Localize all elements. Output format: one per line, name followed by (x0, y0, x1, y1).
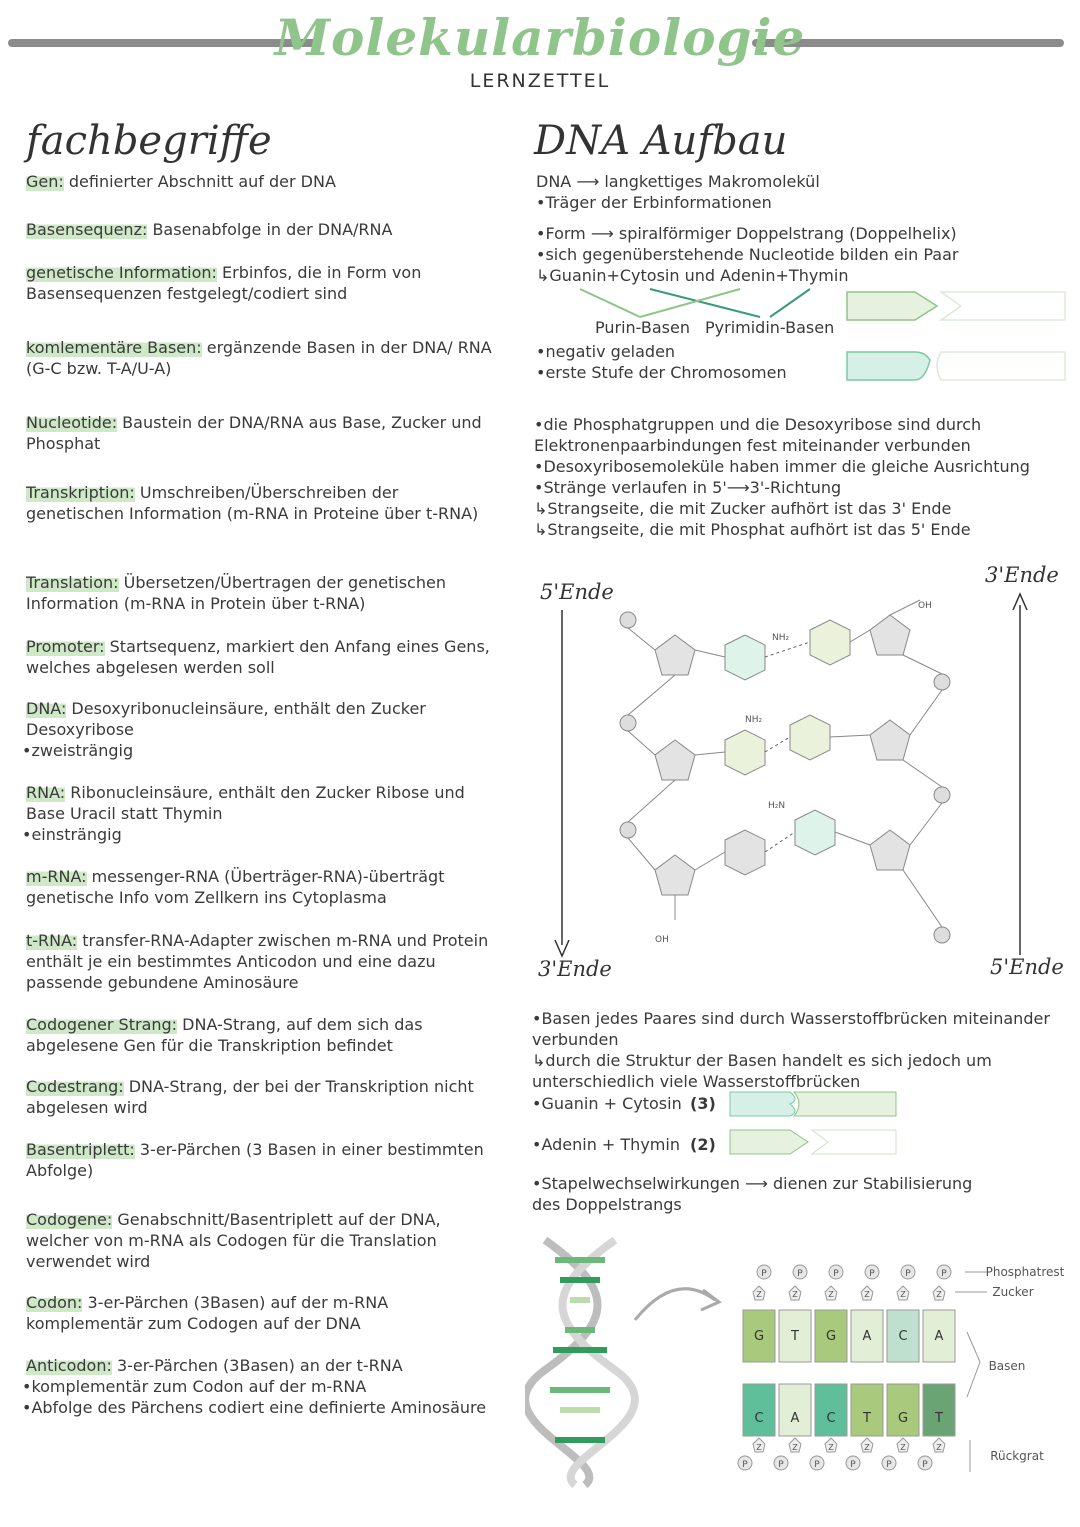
term-entry (26, 219, 501, 240)
phosphate-node (934, 927, 950, 943)
term-definition: ergänzende Basen in der DNA/ RNA (G-C bzw. T-A/U-A) (26, 338, 492, 378)
phosphate-letter: P (905, 1269, 911, 1279)
term-definition: transfer-RNA-Adapter zwischen m-RNA und Protein enthält je ein bestimmtes Anticodon und eine dazu passende gebundene Aminosäure (26, 931, 489, 992)
charge-line: •erste Stufe der Chromosomen (536, 363, 787, 382)
term-definition: definierter Abschnitt auf der DNA (63, 172, 336, 191)
charge-line: •negativ geladen (536, 342, 676, 361)
term-definition: 3-er-Pärchen (3 Basen in einer bestimmten Abfolge) (26, 1140, 484, 1180)
term-definition: DNA-Strang, auf dem sich das abgelesene Gen für die Transkription befindet (26, 1015, 423, 1055)
label-oh: OH (918, 601, 932, 611)
end-label-bottom-left: 3'Ende (538, 957, 612, 981)
bond-line: ↳Strangseite, die mit Zucker aufhört ist das 3' Ende (534, 499, 952, 518)
term-name: Gen: (26, 172, 64, 191)
sugar-letter: Z (936, 1290, 942, 1299)
base-ring (725, 730, 765, 775)
term-entry (26, 1292, 501, 1334)
pair-shape-icons (728, 1090, 900, 1162)
top-base-letter: A (862, 1329, 872, 1344)
term-entry (26, 482, 501, 524)
phosphate-letter: P (850, 1460, 856, 1470)
term-extra: •komplementär zum Codon auf der m-RNA •Abfolge des Pärchens codiert eine definierte Aminosäure (22, 1377, 487, 1417)
sugar-letter: Z (864, 1443, 870, 1452)
hydrogen-line: •Basen jedes Paares sind durch Wasserstoffbrücken miteinander verbunden (532, 1009, 1050, 1049)
bottom-base-block (887, 1384, 919, 1436)
term-name: komlementäre Basen: (26, 338, 202, 357)
page-title: Molekularbiologie (274, 8, 806, 67)
term-definition: Erbinfos, die in Form von Basensequenzen festgelegt/codiert sind (26, 263, 422, 303)
term-definition: Ribonucleinsäure, enthält den Zucker Ribose und Base Uracil statt Thymin (26, 783, 465, 823)
term-definition: Startsequenz, markiert den Anfang eines Gens, welches abgelesen werden soll (26, 637, 490, 677)
term-entry (26, 262, 501, 304)
sugar-ring (870, 830, 910, 870)
term-entry (26, 1076, 501, 1118)
bottom-base-block (779, 1384, 811, 1436)
term-name: genetische Information: (26, 263, 217, 282)
term-entry (26, 866, 501, 908)
term-entry (22, 698, 501, 761)
term-entry (26, 412, 501, 454)
phosphate-letter: P (797, 1269, 803, 1279)
term-name: Codogene: (26, 1210, 113, 1229)
term-definition: DNA-Strang, der bei der Transkription nicht abgelesen wird (26, 1077, 474, 1117)
term-entry (22, 782, 501, 845)
term-definition: Genabschnitt/Basentriplett auf der DNA, welcher von m-RNA als Codogen für die Translation verwendet wird (26, 1210, 441, 1271)
term-extra: •einsträngig (22, 825, 122, 844)
term-definition: Basenabfolge in der DNA/RNA (147, 220, 393, 239)
base-ring (725, 635, 765, 680)
term-name: Promoter: (26, 637, 105, 656)
term-name: Codogener Strang: (26, 1015, 178, 1034)
term-definition: Desoxyribonucleinsäure, enthält den Zucker Desoxyribose (26, 699, 426, 739)
sugar-ring (655, 635, 695, 675)
term-entry (26, 572, 501, 614)
bond-line: ↳Strangseite, die mit Phosphat aufhört ist das 5' Ende (534, 520, 971, 539)
pair-at-label: •Adenin + Thymin (532, 1135, 680, 1154)
term-extra: •zweisträngig (22, 741, 134, 760)
term-name: Anticodon: (26, 1356, 112, 1375)
bond-line: •Desoxyribosemoleküle haben immer die gleiche Ausrichtung (534, 457, 1030, 476)
legend-brace (967, 1332, 980, 1397)
top-base-letter: A (934, 1329, 944, 1344)
term-entry (22, 1355, 501, 1418)
intro-block (536, 171, 1076, 286)
charge-block (536, 341, 787, 383)
sugar-letter: Z (900, 1290, 906, 1299)
phosphate-node (620, 612, 636, 628)
sugar-letter: Z (756, 1290, 762, 1299)
term-name: Translation: (26, 573, 119, 592)
hydrogen-block (532, 1008, 1052, 1092)
bottom-base-letter: A (790, 1411, 800, 1426)
sugar-letter: Z (864, 1290, 870, 1299)
bottom-base-block (743, 1384, 775, 1436)
intro-line: •Träger der Erbinformationen (536, 193, 772, 212)
legend-zucker: Zucker (992, 1285, 1034, 1299)
sugar-ring (655, 855, 695, 895)
intro-line: ↳Guanin+Cytosin und Adenin+Thymin (536, 266, 849, 285)
bottom-base-letter: T (935, 1411, 943, 1426)
sugar-letter: Z (900, 1443, 906, 1452)
base-ring (810, 620, 850, 665)
sugar-letter: Z (828, 1443, 834, 1452)
term-definition: Umschreiben/Überschreiben der genetischen Information (m-RNA in Proteine über t-RNA) (26, 483, 479, 523)
label-h2n: H₂N (768, 801, 786, 811)
bottom-base-block (923, 1384, 955, 1436)
term-name: Basentriplett: (26, 1140, 135, 1159)
top-base-letter: G (825, 1329, 837, 1344)
left-heading: fachbegriffe (26, 118, 272, 164)
bottom-base-letter: T (863, 1411, 871, 1426)
label-nh2: NH₂ (772, 633, 790, 643)
end-label-top-left: 5'Ende (540, 580, 614, 604)
term-entry (26, 930, 501, 993)
sugar-ring (870, 615, 910, 655)
sugar-letter: Z (756, 1443, 762, 1452)
term-definition: messenger-RNA (Überträger-RNA)-überträgt genetische Info vom Zellkern ins Cytoplasma (26, 867, 445, 907)
sugar-letter: Z (792, 1443, 798, 1452)
phosphate-letter: P (742, 1460, 748, 1470)
term-definition: Baustein der DNA/RNA aus Base, Zucker und Phosphat (26, 413, 482, 453)
term-definition: 3-er-Pärchen (3Basen) auf der m-RNA komplementär zum Codogen auf der DNA (26, 1293, 389, 1333)
sugar-letter: Z (828, 1290, 834, 1299)
phosphate-node (620, 715, 636, 731)
purine-label: Purin-Basen (595, 318, 690, 337)
label-nh2: NH₂ (745, 715, 763, 725)
top-base-letter: T (791, 1329, 799, 1344)
term-entry (26, 337, 501, 379)
phosphate-letter: P (761, 1269, 767, 1279)
base-pair-shapes (845, 290, 1070, 385)
term-name: RNA: (26, 783, 66, 802)
term-entry (26, 1139, 501, 1181)
term-definition: Übersetzen/Übertragen der genetischen Information (m-RNA in Protein über t-RNA) (26, 573, 446, 613)
pair-gc-count: (3) (690, 1094, 716, 1113)
phosphate-letter: P (922, 1460, 928, 1470)
bottom-base-block (851, 1384, 883, 1436)
base-ring (725, 830, 765, 875)
intro-line: •sich gegenüberstehende Nucleotide bilden ein Paar (536, 245, 959, 264)
pair-at-count: (2) (690, 1135, 716, 1154)
phosphate-letter: P (833, 1269, 839, 1279)
legend-basen: Basen (988, 1359, 1026, 1373)
dna-structure-figure (540, 590, 1070, 970)
hydrogen-line: ↳durch die Struktur der Basen handelt es sich jedoch um unterschiedlich viele Wasserstoffbrücken (532, 1051, 992, 1091)
bottom-base-letter: G (897, 1411, 909, 1426)
phosphate-node (934, 674, 950, 690)
helix-arrow (635, 1289, 715, 1320)
bond-line: •die Phosphatgruppen und die Desoxyribose sind durch Elektronenpaarbindungen fest miteinander verbunden (534, 415, 982, 455)
page-subtitle: LERNZETTEL (469, 70, 611, 92)
phosphate-letter: P (869, 1269, 875, 1279)
intro-line: •Form ⟶ spiralförmiger Doppelstrang (Doppelhelix) (536, 224, 957, 243)
sugar-letter: Z (936, 1443, 942, 1452)
term-name: Transkription: (26, 483, 135, 502)
term-entry (26, 636, 501, 678)
top-base-letter: C (898, 1329, 908, 1344)
bottom-base-block (815, 1384, 847, 1436)
term-name: Codestrang: (26, 1077, 124, 1096)
label-oh: OH (655, 935, 669, 945)
phosphate-letter: P (778, 1460, 784, 1470)
phosphate-letter: P (941, 1269, 947, 1279)
sugar-ring (870, 720, 910, 760)
term-name: DNA: (26, 699, 67, 718)
phosphate-node (620, 822, 636, 838)
bottom-base-letter: C (826, 1411, 836, 1426)
term-name: Nucleotide: (26, 413, 118, 432)
end-label-bottom-right: 5'Ende (990, 955, 1064, 979)
right-heading: DNA Aufbau (534, 118, 788, 164)
legend-phosphatrest: Phosphatrest (985, 1265, 1065, 1279)
stacking-text: •Stapelwechselwirkungen ⟶ dienen zur Stabilisierung des Doppelstrangs (532, 1174, 973, 1214)
bottom-base-letter: C (754, 1411, 764, 1426)
helix-illustration (525, 1230, 735, 1490)
phosphate-node (934, 787, 950, 803)
bond-line: •Stränge verlaufen in 5'⟶3'-Richtung (534, 478, 842, 497)
term-name: Basensequenz: (26, 220, 148, 239)
term-definition: 3-er-Pärchen (3Basen) an der t-RNA (111, 1356, 403, 1375)
bonds-block (534, 414, 1034, 540)
term-name: m-RNA: (26, 867, 87, 886)
base-ring (795, 810, 835, 855)
term-entry (26, 1014, 501, 1056)
top-base-letter: G (753, 1329, 765, 1344)
pair-gc-label: •Guanin + Cytosin (532, 1094, 682, 1113)
pyrimidine-label: Pyrimidin-Basen (705, 318, 835, 337)
term-entry (26, 171, 501, 192)
legend-rueckgrat: Rückgrat (990, 1449, 1044, 1463)
phosphate-letter: P (814, 1460, 820, 1470)
sugar-ring (655, 740, 695, 780)
term-entry (26, 1209, 501, 1272)
term-name: t-RNA: (26, 931, 78, 950)
base-ring (790, 715, 830, 760)
term-name: Codon: (26, 1293, 83, 1312)
end-label-top-right: 3'Ende (985, 563, 1059, 587)
sugar-letter: Z (792, 1290, 798, 1299)
intro-line: DNA ⟶ langkettiges Makromolekül (536, 172, 820, 191)
phosphate-letter: P (886, 1460, 892, 1470)
base-pair-diagram (735, 1262, 1075, 1482)
